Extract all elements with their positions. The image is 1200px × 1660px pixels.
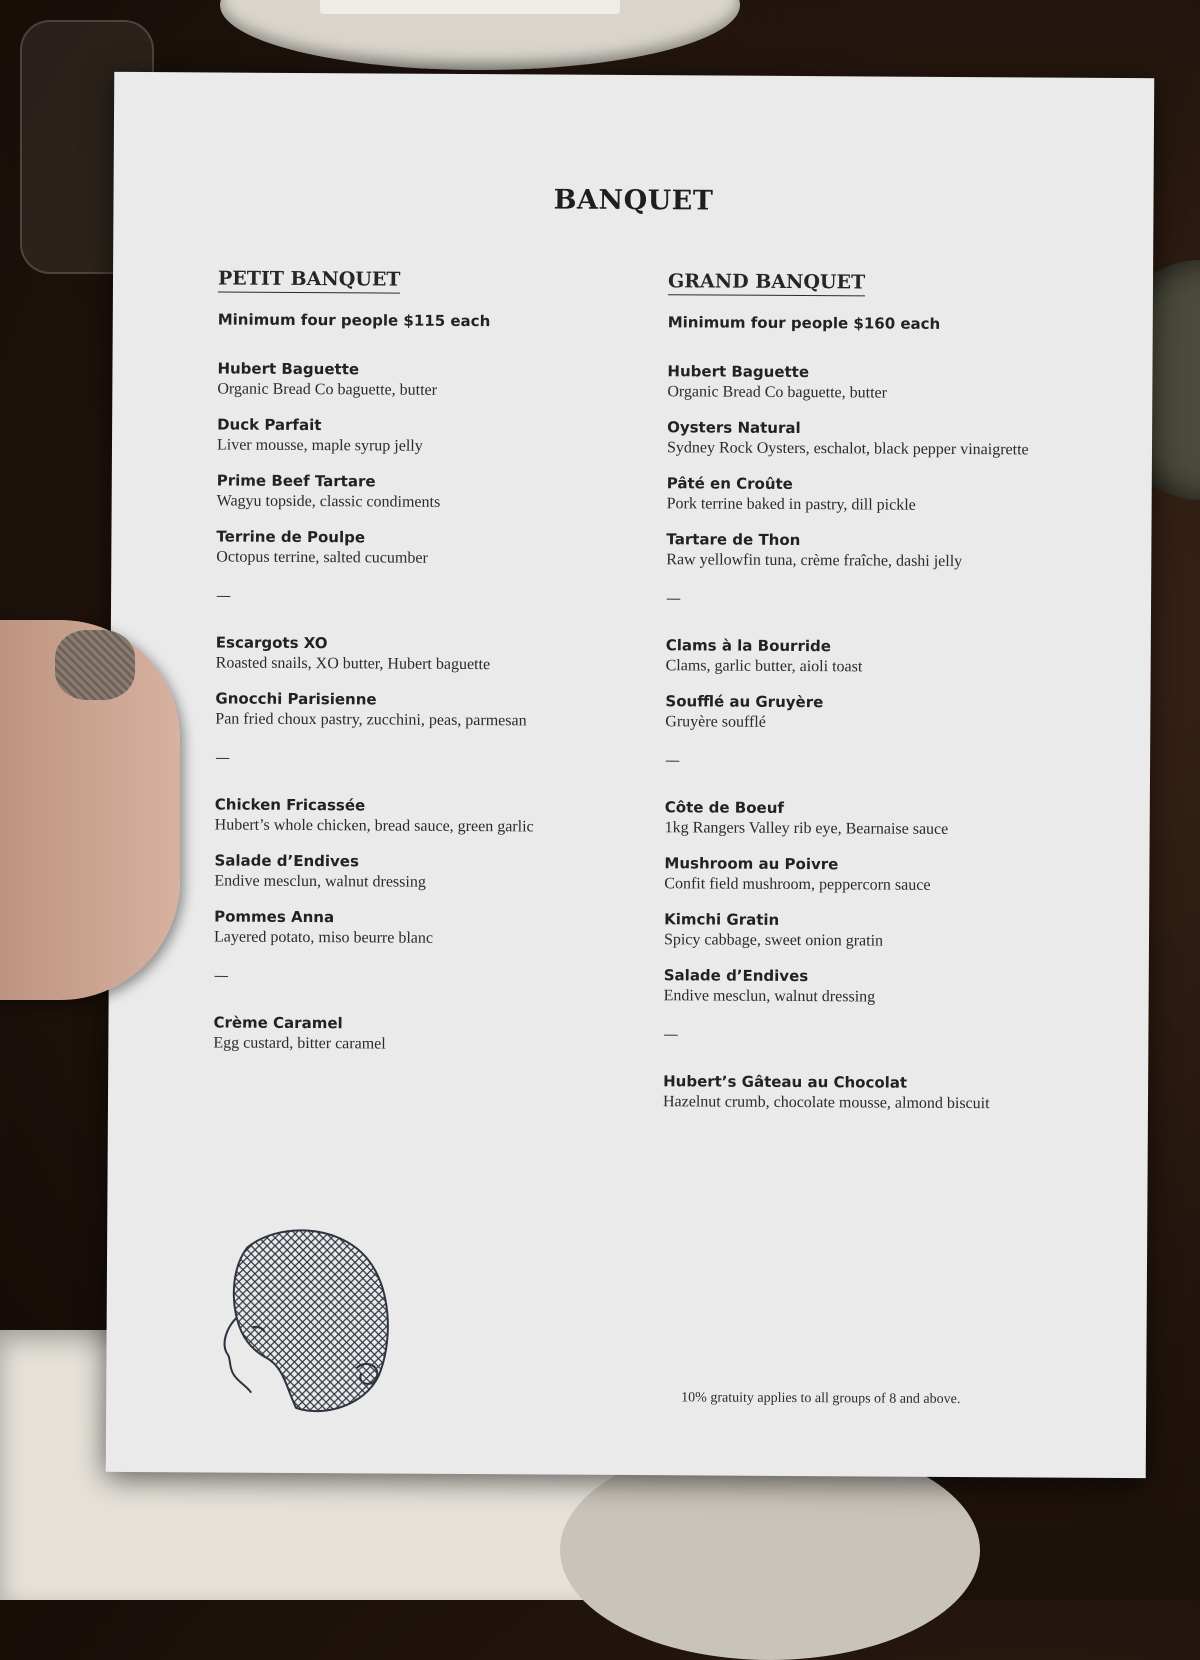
grand-banquet-items xyxy=(663,361,1088,1116)
menu-item-name: Prime Beef Tartare xyxy=(216,471,376,491)
grand-banquet-column xyxy=(663,270,1088,1130)
menu-item xyxy=(214,906,634,951)
menu-item-name: Soufflé au Gruyère xyxy=(665,692,824,712)
menu-item xyxy=(666,529,1086,574)
menu-item-description: Organic Bread Co baguette, butter xyxy=(667,383,888,402)
menu-item xyxy=(216,526,636,571)
course-divider: — xyxy=(215,748,231,767)
menu-item-description: Roasted snails, XO butter, Hubert baguette xyxy=(215,654,491,674)
menu-item-name: Chicken Fricassée xyxy=(214,795,366,815)
menu-item-description: Hazelnut crumb, chocolate mousse, almond biscuit xyxy=(662,1093,990,1113)
menu-item-name: Pâté en Croûte xyxy=(666,474,793,493)
menu-item-name: Salade d’Endives xyxy=(663,966,809,986)
menu-item xyxy=(217,470,637,515)
menu-item-name: Kimchi Gratin xyxy=(664,910,780,929)
menu-item-name: Duck Parfait xyxy=(217,415,322,435)
menu-item-description: 1kg Rangers Valley rib eye, Bearnaise sauce xyxy=(664,819,949,838)
menu-item-description: Pork terrine baked in pastry, dill pickle xyxy=(666,495,916,514)
menu-item-description: Egg custard, bitter caramel xyxy=(213,1034,386,1053)
course-divider: — xyxy=(666,589,682,608)
menu-item-description: Clams, garlic butter, aioli toast xyxy=(665,657,863,676)
menu-item xyxy=(664,853,1084,898)
petit-banquet-heading: PETIT BANQUET xyxy=(218,267,401,293)
menu-item-name: Hubert Baguette xyxy=(217,359,360,379)
ring xyxy=(55,630,135,700)
menu-item xyxy=(215,688,635,733)
menu-item-description: Pan fried choux pastry, zucchini, peas, parmesan xyxy=(215,710,527,730)
menu-item-name: Salade d’Endives xyxy=(214,851,359,871)
menu-item-name: Gnocchi Parisienne xyxy=(215,689,377,709)
menu-item xyxy=(214,850,634,895)
petit-banquet-items xyxy=(213,358,637,1057)
menu-item-description: Confit field mushroom, peppercorn sauce xyxy=(664,875,931,894)
menu-item-description: Hubert’s whole chicken, bread sauce, green garlic xyxy=(214,816,534,836)
grand-banquet-price: Minimum four people $160 each xyxy=(667,313,941,333)
menu-card xyxy=(106,72,1155,1478)
petit-banquet-price: Minimum four people $115 each xyxy=(217,310,491,331)
menu-item xyxy=(664,965,1084,1010)
menu-item xyxy=(215,794,635,839)
menu-item-name: Crème Caramel xyxy=(213,1013,343,1033)
menu-item-description: Endive mesclun, walnut dressing xyxy=(214,872,426,891)
menu-item xyxy=(663,1071,1083,1116)
course-divider: — xyxy=(216,586,232,605)
menu-item-name: Oysters Natural xyxy=(667,418,801,438)
plate-napkin xyxy=(320,0,620,14)
course-divider: — xyxy=(663,1025,679,1044)
menu-item xyxy=(216,632,636,677)
menu-item-name: Hubert’s Gâteau au Chocolat xyxy=(663,1072,908,1092)
menu-item-name: Tartare de Thon xyxy=(666,530,801,550)
menu-item xyxy=(665,797,1085,842)
menu-item-name: Pommes Anna xyxy=(214,907,335,927)
menu-item xyxy=(667,473,1087,518)
menu-item xyxy=(665,691,1085,736)
menu-item xyxy=(664,909,1084,954)
course-divider: — xyxy=(213,966,229,985)
menu-item-description: Raw yellowfin tuna, crème fraîche, dashi jelly xyxy=(666,551,963,571)
menu-item-name: Escargots XO xyxy=(215,633,328,653)
background-plate xyxy=(220,0,740,70)
petit-banquet-column xyxy=(213,267,638,1071)
menu-item-description: Organic Bread Co baguette, butter xyxy=(217,380,438,399)
menu-item xyxy=(217,358,637,403)
menu-item-description: Wagyu topside, classic condiments xyxy=(216,492,441,511)
grand-banquet-heading: GRAND BANQUET xyxy=(668,270,865,296)
menu-item xyxy=(213,1012,633,1057)
menu-item-name: Clams à la Bourride xyxy=(665,636,832,656)
menu-item-description: Layered potato, miso beurre blanc xyxy=(213,928,434,947)
menu-title: BANQUET xyxy=(553,184,714,217)
gratuity-note: 10% gratuity applies to all groups of 8 and above. xyxy=(681,1390,961,1408)
menu-item-description: Endive mesclun, walnut dressing xyxy=(663,987,876,1006)
menu-item xyxy=(667,361,1087,406)
menu-item xyxy=(666,635,1086,680)
menu-item-name: Hubert Baguette xyxy=(667,362,810,382)
menu-item-name: Terrine de Poulpe xyxy=(216,527,366,547)
menu-item-name: Côte de Boeuf xyxy=(664,798,784,817)
menu-item-description: Gruyère soufflé xyxy=(665,713,766,731)
hubert-portrait-icon xyxy=(206,1217,397,1418)
menu-item-description: Octopus terrine, salted cucumber xyxy=(216,548,428,567)
menu-item-description: Liver mousse, maple syrup jelly xyxy=(216,436,423,455)
menu-item xyxy=(217,414,637,459)
menu-item-description: Spicy cabbage, sweet onion gratin xyxy=(663,931,884,950)
menu-item-name: Mushroom au Poivre xyxy=(664,854,839,874)
course-divider: — xyxy=(665,751,681,770)
menu-item-description: Sydney Rock Oysters, eschalot, black pepper vinaigrette xyxy=(666,439,1029,459)
menu-item xyxy=(667,417,1087,462)
